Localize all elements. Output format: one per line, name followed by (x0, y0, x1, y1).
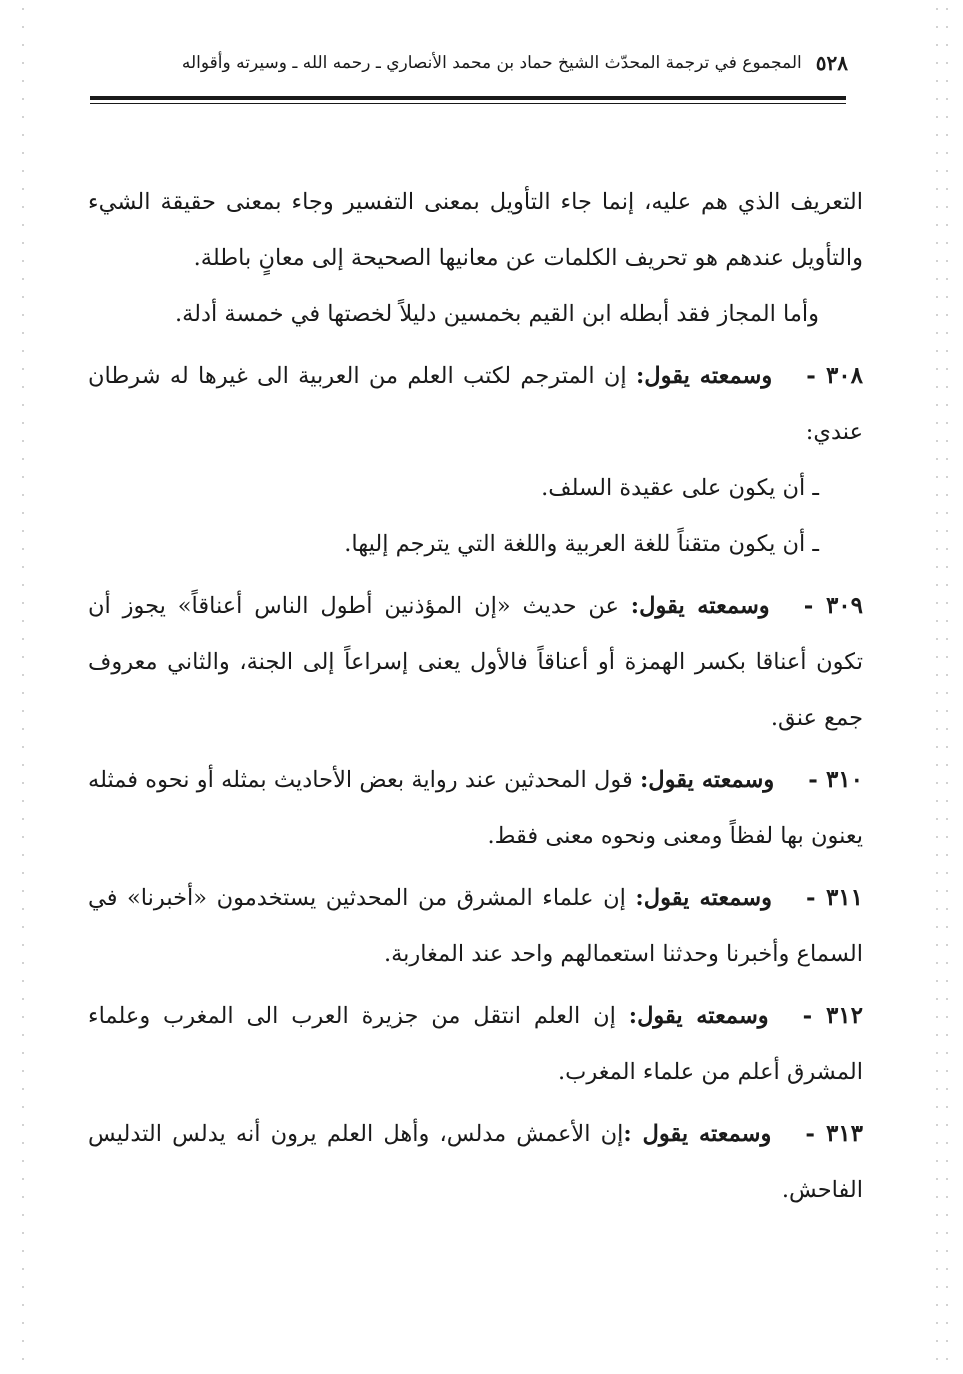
paragraph-majaz: وأما المجاز فقد أبطله ابن القيم بخمسين دليلاً لخصتها في خمسة أدلة. (174, 301, 819, 327)
entry-lead: وسمعته يقول: (628, 1003, 769, 1029)
entry-number: ٣٠٨ - (806, 362, 863, 389)
entry-lead: وسمعته يقول: (630, 593, 770, 619)
entry-lead: وسمعته يقول : (623, 1121, 772, 1147)
entry-lead: وسمعته يقول: (635, 885, 772, 911)
entry-312 (88, 988, 863, 1100)
entry-text: إن علماء المشرق من المحدثين يستخدمون «أخبرنا» في السماع وأخبرنا وحدثنا استعمالهم واحد عند المغاربة. (88, 885, 863, 967)
margin-dots-left (22, 0, 24, 1374)
entry-text: إن الأعمش مدلس، وأهل العلم يرون أنه يدلس التدليس الفاحش. (88, 1121, 863, 1203)
entry-text: إن المترجم لكتب العلم من العربية الى غيرها له شرطان عندي: (88, 363, 863, 445)
entry-309 (88, 578, 863, 746)
header-rule-thick (90, 96, 846, 100)
entry-lead: وسمعته يقول: (635, 363, 773, 389)
entry-text: عن حديث «إن المؤذنين أطول الناس أعناقاً» يجوز أن تكون أعناقا بكسر الهمزة أو أعناقاً فالأول يعنى إسراعاً إلى الجنة، والثاني معروف جمع عنق. (88, 593, 863, 731)
entry-text: قول المحدثين عند رواية بعض الأحاديث بمثله أو نحوه فمثله يعنون بها لفظاً ومعنى ونحوه معنى فقط. (88, 767, 863, 849)
entry-number: ٣١٠ - (808, 766, 863, 793)
entry-number: ٣١٣ - (805, 1120, 863, 1147)
entry-308 (88, 348, 863, 460)
margin-dots-right (936, 0, 938, 1374)
paragraph-continuation: التعريف الذي هم عليه، إنما جاء التأويل بمعنى التفسير وجاء بمعنى حقيقة الشيء والتأويل عندهم هو تحريف الكلمات عن معانيها الصحيحة إلى معانٍ باطلة. (88, 189, 863, 271)
entry-311 (88, 870, 863, 982)
entry-number: ٣١٢ - (802, 1002, 863, 1029)
running-title: المجموع في ترجمة المحدّث الشيخ حماد بن محمد الأنصاري ـ رحمه الله ـ وسيرته وأقواله (181, 53, 802, 73)
body-text (88, 174, 863, 1218)
page-number: ٥٢٨ (815, 51, 848, 75)
entry-310 (88, 752, 863, 864)
entry-number: ٣١١ - (806, 884, 863, 911)
entry-308-bullet-1: ـ أن يكون على عقيدة السلف. (541, 475, 819, 501)
entry-text: إن العلم انتقل من جزيرة العرب الى المغرب وعلماء المشرق أعلم من علماء المغرب. (88, 1003, 863, 1085)
running-header (178, 44, 848, 82)
entry-lead: وسمعته يقول: (640, 767, 775, 793)
margin-dots-right-outer (946, 0, 948, 1374)
entry-308-bullet-2: ـ أن يكون متقناً للغة العربية واللغة التي يترجم إليها. (344, 531, 819, 557)
entry-313 (88, 1106, 863, 1218)
entry-number: ٣٠٩ - (803, 592, 863, 619)
header-rule-thin (90, 103, 846, 104)
